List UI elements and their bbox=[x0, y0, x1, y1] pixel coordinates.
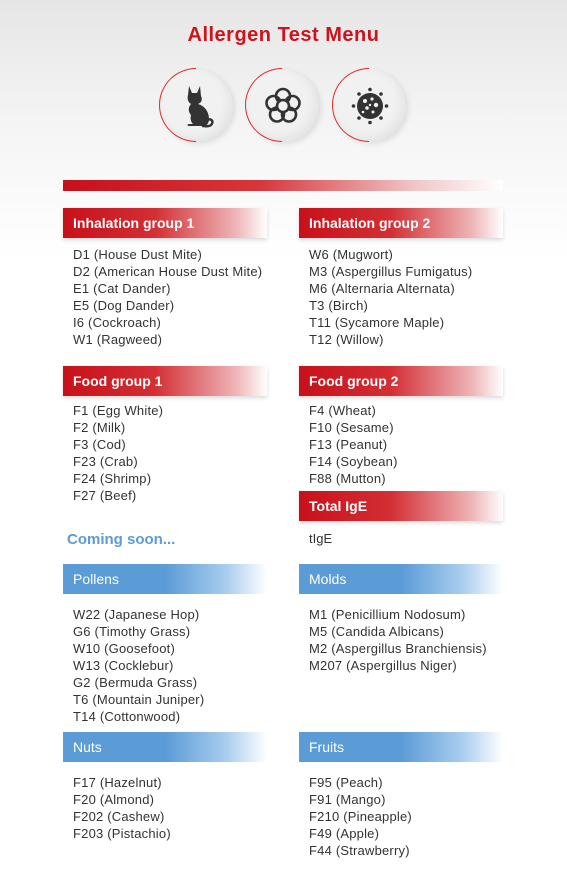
inhalation-group-2-list bbox=[309, 246, 472, 348]
inhalation-group-2-header: Inhalation group 2 bbox=[299, 208, 503, 238]
food-group-2-list bbox=[309, 402, 398, 487]
icon-row bbox=[0, 70, 567, 146]
nuts-header: Nuts bbox=[63, 732, 267, 762]
list-item: F4 (Wheat) bbox=[309, 403, 377, 418]
list-item: T14 (Cottonwood) bbox=[73, 709, 181, 724]
food-group-2-header: Food group 2 bbox=[299, 366, 503, 396]
total-ige-header: Total IgE bbox=[299, 491, 503, 521]
pollens-header: Pollens bbox=[63, 564, 267, 594]
list-item: F13 (Peanut) bbox=[309, 437, 388, 452]
list-item: M207 (Aspergillus Niger) bbox=[309, 658, 457, 673]
list-item: D1 (House Dust Mite) bbox=[73, 247, 202, 262]
list-item: T12 (Willow) bbox=[309, 332, 384, 347]
list-item: F24 (Shrimp) bbox=[73, 471, 152, 486]
list-item: F88 (Mutton) bbox=[309, 471, 386, 486]
list-item: F10 (Sesame) bbox=[309, 420, 394, 435]
list-item: E5 (Dog Dander) bbox=[73, 298, 175, 313]
list-item: W10 (Goosefoot) bbox=[73, 641, 175, 656]
list-item: M3 (Aspergillus Fumigatus) bbox=[309, 264, 473, 279]
list-item: T3 (Birch) bbox=[309, 298, 369, 313]
list-item: F3 (Cod) bbox=[73, 437, 126, 452]
food-group-1-list bbox=[73, 402, 163, 504]
list-item: G6 (Timothy Grass) bbox=[73, 624, 191, 639]
list-item: F91 (Mango) bbox=[309, 792, 386, 807]
list-item: F14 (Soybean) bbox=[309, 454, 398, 469]
molds-list bbox=[309, 606, 487, 674]
list-item: F202 (Cashew) bbox=[73, 809, 165, 824]
decorative-divider bbox=[63, 180, 503, 191]
fruits-header: Fruits bbox=[299, 732, 503, 762]
list-item: F2 (Milk) bbox=[73, 420, 126, 435]
list-item: F20 (Almond) bbox=[73, 792, 155, 807]
list-item: F203 (Pistachio) bbox=[73, 826, 171, 841]
list-item: W22 (Japanese Hop) bbox=[73, 607, 200, 622]
list-item: W1 (Ragweed) bbox=[73, 332, 163, 347]
total-ige-value: tIgE bbox=[309, 531, 333, 546]
list-item: T6 (Mountain Juniper) bbox=[73, 692, 205, 707]
list-item: M5 (Candida Albicans) bbox=[309, 624, 444, 639]
list-item: F49 (Apple) bbox=[309, 826, 380, 841]
list-item: F44 (Strawberry) bbox=[309, 843, 410, 858]
inhalation-group-1-list bbox=[73, 246, 262, 348]
list-item: M2 (Aspergillus Branchiensis) bbox=[309, 641, 487, 656]
list-item: F27 (Beef) bbox=[73, 488, 137, 503]
list-item: M6 (Alternaria Alternata) bbox=[309, 281, 455, 296]
food-group-1-header: Food group 1 bbox=[63, 366, 267, 396]
list-item: W6 (Mugwort) bbox=[309, 247, 394, 262]
list-item: F23 (Crab) bbox=[73, 454, 138, 469]
list-item: F1 (Egg White) bbox=[73, 403, 164, 418]
list-item: D2 (American House Dust Mite) bbox=[73, 264, 263, 279]
inhalation-group-1-header: Inhalation group 1 bbox=[63, 208, 267, 238]
molds-header: Molds bbox=[299, 564, 503, 594]
flower-icon bbox=[247, 70, 319, 142]
list-item: W13 (Cocklebur) bbox=[73, 658, 174, 673]
page-title: Allergen Test Menu bbox=[187, 24, 380, 46]
coming-soon-label: Coming soon... bbox=[67, 531, 176, 548]
pollens-list bbox=[73, 606, 204, 725]
list-item: F17 (Hazelnut) bbox=[73, 775, 162, 790]
mold-spore-icon bbox=[334, 70, 406, 142]
list-item: F95 (Peach) bbox=[309, 775, 383, 790]
list-item: M1 (Penicillium Nodosum) bbox=[309, 607, 466, 622]
list-item: I6 (Cockroach) bbox=[73, 315, 162, 330]
fruits-list bbox=[309, 774, 412, 859]
list-item: G2 (Bermuda Grass) bbox=[73, 675, 198, 690]
list-item: T11 (Sycamore Maple) bbox=[309, 315, 445, 330]
nuts-list bbox=[73, 774, 171, 842]
list-item: E1 (Cat Dander) bbox=[73, 281, 171, 296]
list-item: F210 (Pineapple) bbox=[309, 809, 412, 824]
cat-icon bbox=[161, 70, 233, 142]
